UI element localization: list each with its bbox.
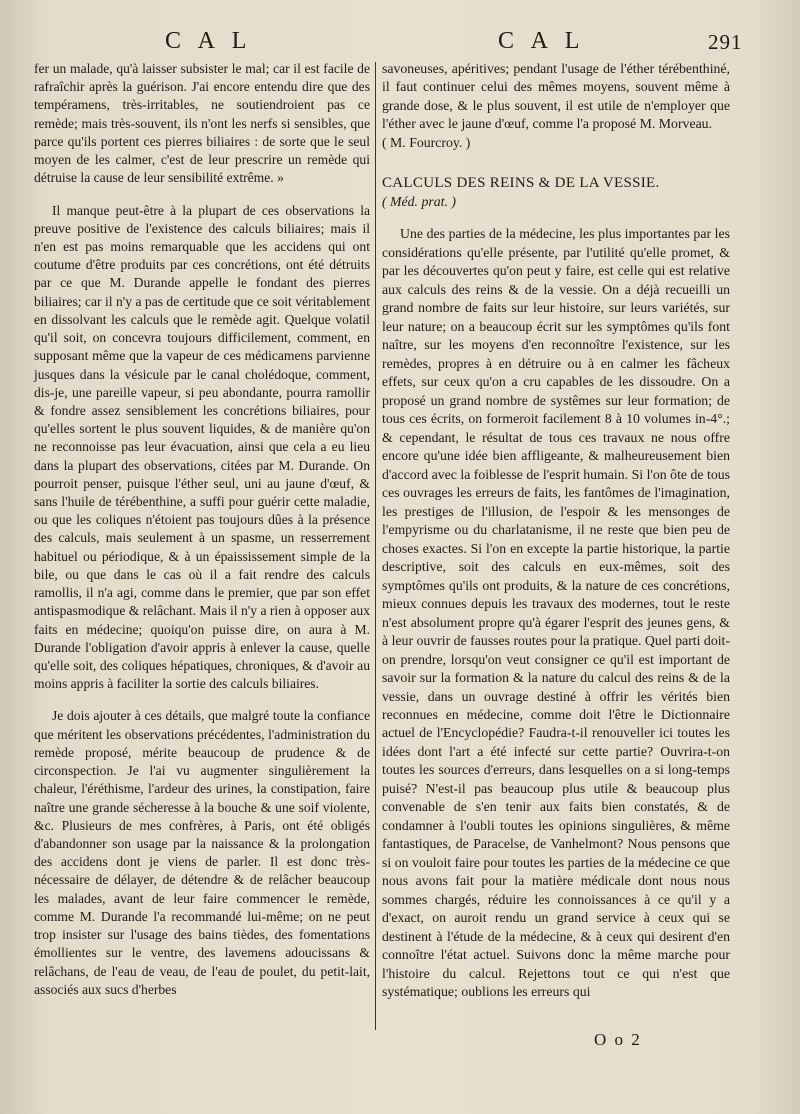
paragraph-continuation-right: savoneuses, apéritives; pendant l'usage de l'éther térébenthiné, il faut continuer celui des mêmes moyens, souvent même à grande dose, & le plus souvent, il est utile de n'employer que l'éther avec le jaune d'œuf, comme l'a proposé M. Morveau. [382, 61, 730, 132]
column-divider [375, 62, 376, 1030]
running-title-right: C A L [498, 28, 586, 54]
right-column [382, 60, 730, 1002]
paragraph-observations: Il manque peut-être à la plupart de ces observations la preuve positive de l'existence des calculs biliaires; mais il n'en est pas moins remarquable que les accidens qui ont coutume d'être produits par ces concrétions, ont été détruits par ce que M. Durande appelle le fondant des pierres biliaires; car il n'y a pas de certitude que ce soit véritablement en dissolvant les calculs que le remède agit. Quelque volatil qu'il soit, on concevra toujours difficilement, comment, en supposant même que la vapeur de ces médicamens parvienne jusques dans la vésicule par le canal cholédoque, comment, dis-je, une pareille vapeur, si peu abondante, pourra ramollir & fondre assez sensiblement les concrétions biliaires, pour qu'elles sortent le plus souvent liquides, & de manière qu'on ne reconnoisse pas leur évacuation, ainsi que cela a eu lieu dans la plupart des observations, citées par M. Durande. On pourroit penser, puisque l'éther seul, uni au jaune d'œuf, & sans l'huile de térébenthine, a suffi pour guérir cette maladie, ou que les coliques n'étoient pas toujours dûes à la présence des calculs, mais seulement à un spasme, un resserrement habituel ou périodique, & à un épaississement simple de la bile, ou que dans le cas où il a fait rendre des calculs ramollis, il n'a agi, comme dans le premier, que par son effet antispasmodique & relâchant. Mais il n'y a rien à opposer aux faits en médecine; quoiqu'on puisse dire, on aura à M. Durande l'obligation d'avoir appris à enlever la cause, quelle qu'elle soit, des coliques hépatiques, chroniques, & d'avoir au moins appris à faciliter la sortie des calculs biliaires. [34, 202, 370, 692]
paragraph-continuation: fer un malade, qu'à laisser subsister le mal; car il est facile de rafraîchir après la guérison. J'ai encore entendu dire que des tempéramens, très-irritables, ne soutiendroient pas ce remède; mais très-souvent, ils n'ont les nerfs si sensibles, que parce qu'ils portent ces pierres biliaires : de sorte que le seul moyen de les calmer, c'est de leur prescrire un remède qui détruise la cause de leur sensibilité extrême. » [34, 61, 370, 186]
left-column [34, 60, 370, 999]
signature-mark: O o 2 [594, 1030, 642, 1049]
section-heading: CALCULS DES REINS & DE LA VESSIE. [382, 175, 660, 192]
running-title-left: C A L [165, 28, 253, 54]
page-number: 291 [708, 30, 743, 54]
paragraph-caution: Je dois ajouter à ces détails, que malgré toute la confiance que méritent les observations précédentes, l'administration du remède proposé, mérite beaucoup de prudence & de circonspection. Je l'ai vu augmenter singulièrement la chaleur, l'éréthisme, l'ardeur des urines, la constipation, faire naître une grande sécheresse à la bouche & une soif violente, &c. Plusieurs de mes confrères, à Paris, ont été obligés d'abandonner son usage par la naissance & la prolongation des accidens dont je viens de parler. Il est donc très-nécessaire de délayer, de détendre & de relâcher beaucoup les malades, avant de leur faire commencer le remède, comme M. Durande l'a recommandé lui-même; on ne peut trop insister sur l'usage des bains tièdes, des fomentations émollientes sur le ventre, des lavemens adoucissans & relâchans, de l'eau de veau, de l'eau de poulet, du petit-lait, associés aux sucs d'herbes [34, 708, 370, 997]
author-signature: ( M. Fourcroy. ) [382, 134, 471, 150]
section-subheading: ( Méd. prat. ) [382, 193, 456, 209]
paragraph-calculs-reins: Une des parties de la médecine, les plus importantes par les considérations qu'elle présente, par l'utilité qu'elle promet, & par les découvertes qu'on peut y faire, est celle qui est relative aux calculs des reins & de la vessie. On a déjà recueilli un grand nombre de faits sur leur histoire, sur leurs variétés, sur leur nature; on a beaucoup écrit sur les symptômes qu'ils font naître, sur les moyens d'en reconnoître l'existence, sur les remèdes, propres à en détruire ou à en calmer les fâcheux effets, sur ceux qu'on a cru capables de les dissoudre. On a proposé un grand nombre de systêmes sur leur formation; de tous ces écrits, on formeroit facilement 8 à 10 volumes in-4°.; & cependant, le résultat de tous ces travaux ne nous offre encore qu'une idée bien affligeante, & malheureusement bien d'accord avec la foiblesse de l'esprit humain. Si l'on ôte de tous ces ouvrages les erreurs de faits, les fantômes de l'imagination, les prestiges de l'illusion, de l'espoir & les mensonges de l'empyrisme ou du charlatanisme, il ne reste que bien peu de choses exactes. Si l'on en excepte la partie historique, la partie descriptive, soit des calculs en eux-mêmes, soit des symptômes qu'ils ont produits, & la nature de ces concrétions, mieux connues depuis les travaux des modernes, tout le reste n'est absolument propre qu'à égarer l'esprit des jeunes gens, & à leur ouvrir de fausses routes pour la pratique. Quel parti doit-on prendre, lorsqu'on veut consigner ce qu'il est important de savoir sur la formation & la nature du calcul des reins & de la vessie, dans un ouvrage destiné à offrir les vérités bien reconnues en médecine, comme doit l'être le Dictionnaire actuel de l'Encyclopédie? Faudra-t-il renouveller ici toutes les idées dont l'art a été infecté sur cette partie? Ouvrira-t-on toutes les sources d'erreurs, dans lesquelles on a si long-temps puisé? N'est-il pas beaucoup plus utile & beaucoup plus convenable de s'en tenir aux faits bien constatés, & de condamner à l'oubli toutes les opinions singulières, & même fantastiques, de Paracelse, de Vanhelmont? Nous pensons que si on vouloit faire pour toutes les parties de la médecine ce que nous avons fait pour la matière médicale dont nous nous sommes chargés, réduire les connoissances à ce qu'il y a d'exact, on auroit rendu un grand service à ceux qui se destinent à l'étude de la médecine, & à ceux qui desirent d'en connoître l'état actuel. Suivons donc la même marche pour l'histoire du calcul. Rejettons tout ce qui n'est que systématique; oublions les erreurs qui [382, 226, 730, 1000]
running-header [0, 26, 800, 60]
